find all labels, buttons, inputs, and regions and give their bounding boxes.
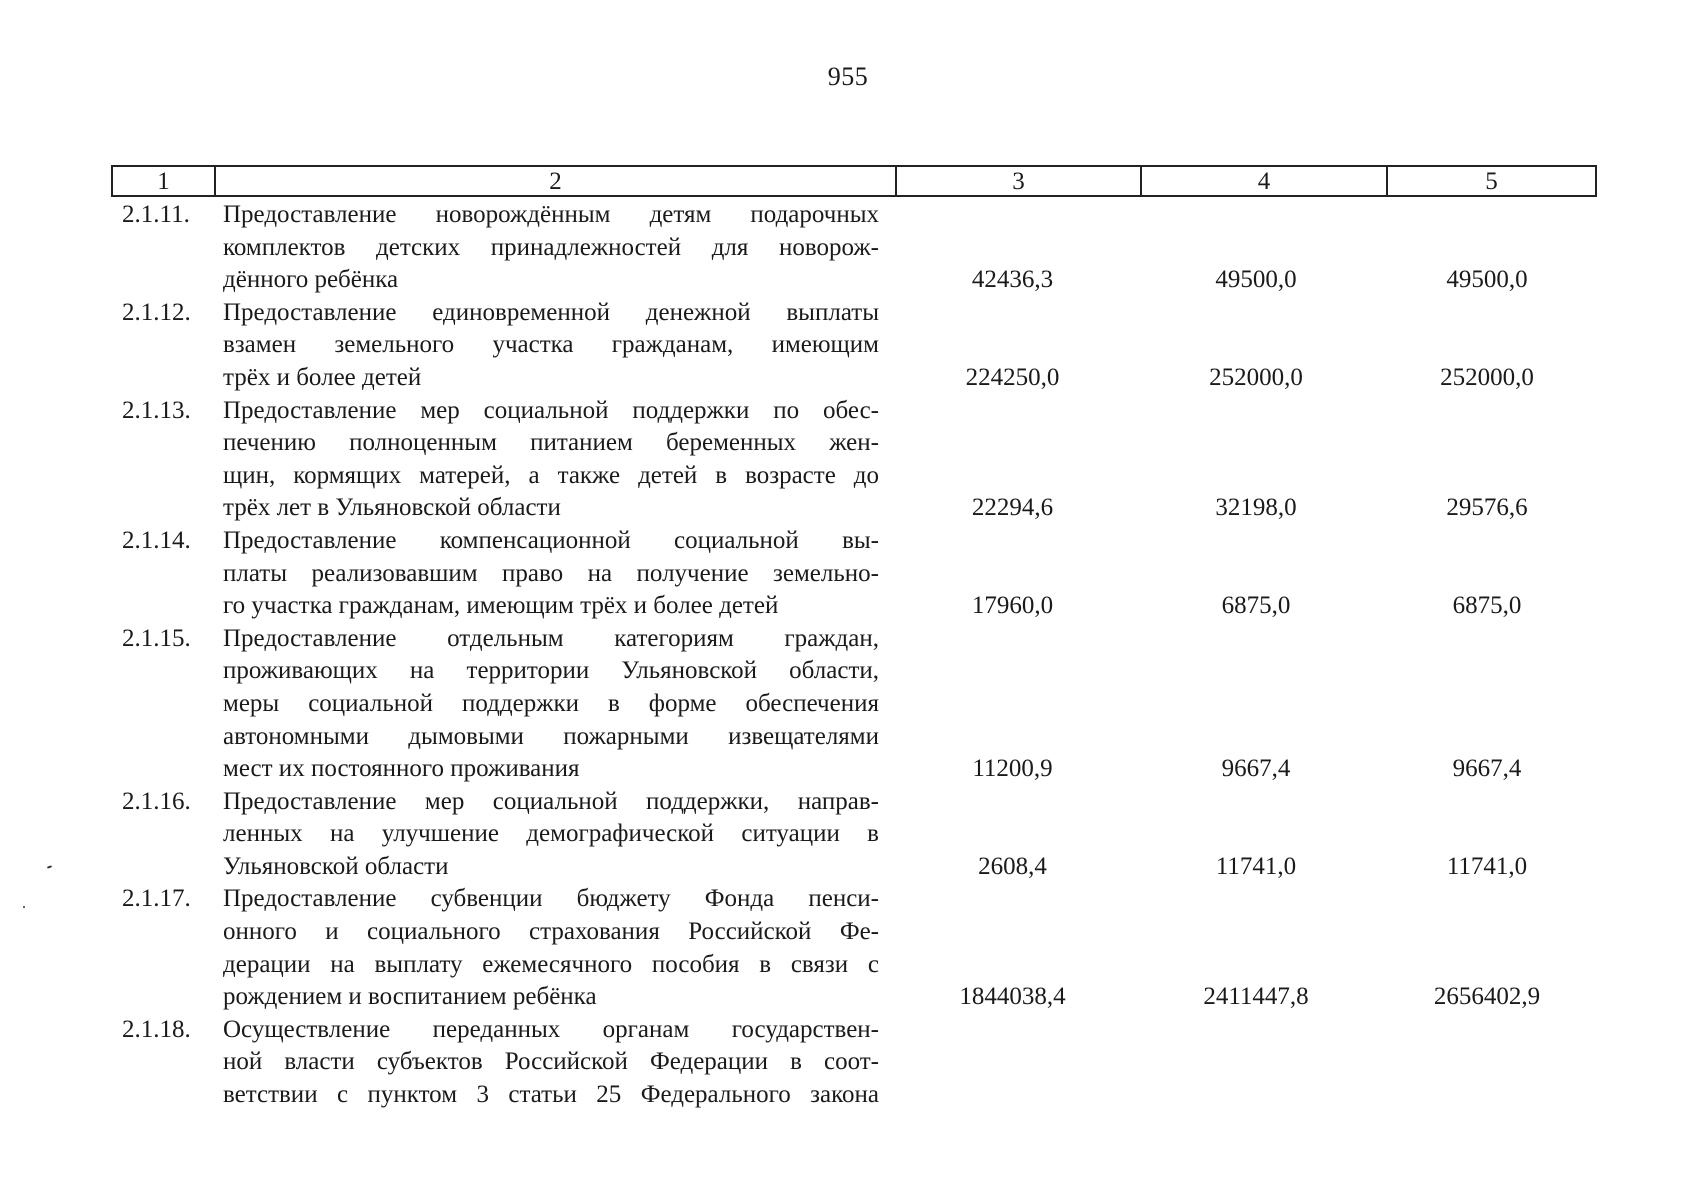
scan-speck bbox=[23, 906, 25, 908]
header-cell-3: 3 bbox=[895, 167, 1140, 195]
description-line: ленных на улучшение демографической ситуации в bbox=[223, 820, 879, 848]
row-number: 2.1.14. bbox=[122, 526, 191, 554]
description-line: Предоставление компенсационной социальной вы- bbox=[223, 526, 879, 554]
description-line: Предоставление единовременной денежной выплаты bbox=[223, 298, 879, 326]
description-line: го участка гражданам, имеющим трёх и более детей bbox=[223, 592, 779, 620]
header-cell-5: 5 bbox=[1386, 167, 1595, 195]
description-line: Предоставление субвенции бюджету Фонда пенси- bbox=[223, 885, 879, 913]
value-col-3: 22294,6 bbox=[971, 494, 1054, 522]
table-row bbox=[0, 786, 1696, 884]
description-line: Ульяновской области bbox=[223, 852, 449, 880]
row-number: 2.1.15. bbox=[122, 624, 191, 652]
row-number: 2.1.17. bbox=[122, 885, 191, 913]
row-number: 2.1.16. bbox=[122, 787, 191, 815]
value-col-4: 32198,0 bbox=[1215, 494, 1297, 522]
description-line: печению полноценным питанием беременных жен- bbox=[223, 429, 879, 457]
value-col-4: 49500,0 bbox=[1215, 266, 1297, 294]
description-line: Предоставление новорождённым детям подарочных bbox=[223, 201, 879, 228]
value-col-3: 1844038,4 bbox=[959, 983, 1066, 1011]
description-line: меры социальной поддержки в форме обеспечения bbox=[223, 689, 879, 717]
row-description bbox=[223, 623, 879, 786]
table-row bbox=[0, 199, 1696, 297]
row-number: 2.1.12. bbox=[122, 298, 191, 326]
row-number: 2.1.18. bbox=[122, 1015, 191, 1043]
value-col-4: 6875,0 bbox=[1221, 592, 1291, 620]
row-description bbox=[223, 297, 879, 395]
row-number: 2.1.11. bbox=[122, 201, 190, 228]
description-line: трёх и более детей bbox=[223, 363, 422, 391]
description-line: автономными дымовыми пожарными извещателями bbox=[223, 722, 879, 750]
description-line: онного и социального страхования Российской Фе- bbox=[223, 918, 879, 946]
value-col-4: 2411447,8 bbox=[1203, 983, 1309, 1011]
header-cell-4: 4 bbox=[1140, 167, 1386, 195]
table-row bbox=[0, 297, 1696, 395]
value-col-4: 9667,4 bbox=[1221, 755, 1291, 783]
value-col-5: 49500,0 bbox=[1446, 266, 1528, 294]
value-col-3: 2608,4 bbox=[978, 852, 1047, 880]
value-col-5: 9667,4 bbox=[1452, 755, 1522, 783]
description-line: щин, кормящих матерей, а также детей в возрасте до bbox=[223, 461, 879, 489]
description-line: ветствии с пунктом 3 статьи 25 Федерального закона bbox=[223, 1081, 879, 1109]
header-cell-1: 1 bbox=[157, 167, 170, 195]
table-row bbox=[0, 395, 1696, 525]
table-row bbox=[0, 1014, 1696, 1112]
row-description bbox=[223, 395, 879, 525]
table-body bbox=[0, 199, 1696, 1112]
value-col-4: 252000,0 bbox=[1209, 363, 1303, 391]
description-line: дённого ребёнка bbox=[223, 266, 399, 294]
row-description bbox=[223, 525, 879, 623]
row-description bbox=[223, 199, 879, 297]
description-line: дерации на выплату ежемесячного пособия в связи с bbox=[223, 950, 879, 978]
description-line: комплектов детских принадлежностей для новорож- bbox=[223, 233, 879, 261]
page-number: 955 bbox=[827, 62, 869, 91]
description-line: Предоставление мер социальной поддержки по обес- bbox=[223, 396, 879, 424]
description-line: Предоставление отдельным категориям граждан, bbox=[223, 624, 879, 652]
description-line: рождением и воспитанием ребёнка bbox=[223, 983, 597, 1011]
row-number: 2.1.13. bbox=[122, 396, 191, 424]
description-line: проживающих на территории Ульяновской области, bbox=[223, 657, 879, 685]
row-description bbox=[223, 786, 879, 884]
description-line: взамен земельного участка гражданам, имеющим bbox=[223, 331, 879, 359]
value-col-3: 224250,0 bbox=[965, 363, 1060, 391]
table-row bbox=[0, 623, 1696, 786]
description-line: ной власти субъектов Российской Федерации в соот- bbox=[223, 1048, 879, 1076]
value-col-5: 11741,0 bbox=[1446, 852, 1528, 880]
value-col-5: 2656402,9 bbox=[1433, 983, 1541, 1011]
table-row bbox=[0, 525, 1696, 623]
value-col-5: 252000,0 bbox=[1440, 363, 1534, 391]
value-col-4: 11741,0 bbox=[1215, 852, 1297, 880]
description-line: трёх лет в Ульяновской области bbox=[223, 494, 561, 522]
value-col-5: 6875,0 bbox=[1452, 592, 1522, 620]
value-col-3: 17960,0 bbox=[971, 592, 1054, 620]
value-col-3: 42436,3 bbox=[971, 266, 1054, 294]
table-row bbox=[0, 883, 1696, 1013]
description-line: платы реализовавшим право на получение земельно- bbox=[223, 559, 879, 587]
row-description bbox=[223, 883, 879, 1013]
description-line: мест их постоянного проживания bbox=[223, 755, 580, 783]
value-col-5: 29576,6 bbox=[1446, 494, 1528, 522]
table-header-row bbox=[111, 165, 1597, 197]
description-line: Предоставление мер социальной поддержки, направ- bbox=[223, 787, 879, 815]
description-line: Осуществление переданных органам государствен- bbox=[223, 1015, 879, 1043]
header-cell-2: 2 bbox=[214, 167, 895, 195]
value-col-3: 11200,9 bbox=[972, 755, 1053, 783]
row-description bbox=[223, 1014, 879, 1112]
